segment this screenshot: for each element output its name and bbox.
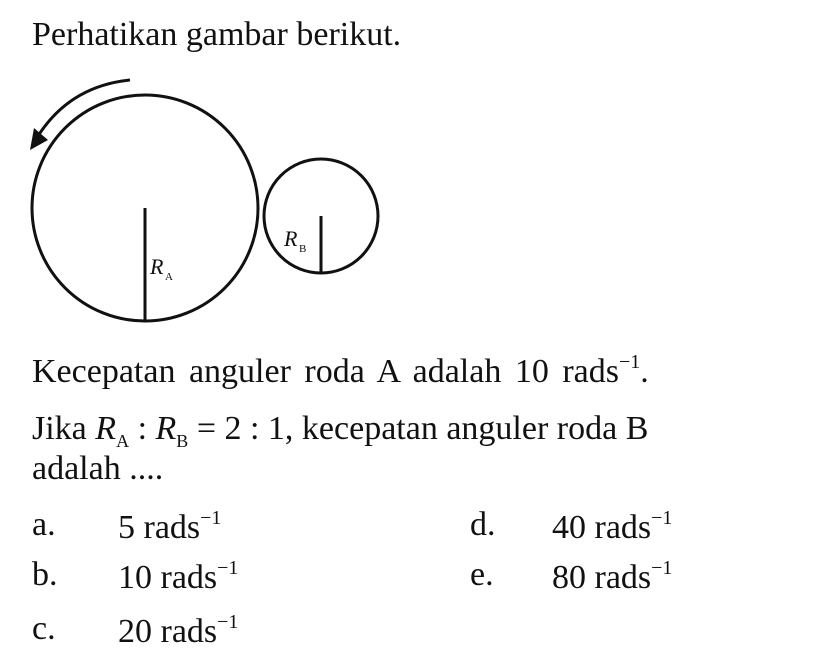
label-rb: R	[284, 226, 298, 251]
wheel-figure	[0, 60, 420, 340]
option-e-value	[552, 558, 672, 595]
option-c-value	[118, 612, 238, 649]
label-rb-sub: B	[299, 243, 307, 255]
rb-symbol: R	[155, 410, 177, 447]
option-c-sup: −1	[217, 611, 239, 633]
option-d-letter: d.	[470, 506, 496, 543]
ra-sub: A	[116, 431, 130, 451]
option-a-sup: −1	[200, 507, 222, 529]
option-c-text: 20 rads	[118, 613, 218, 650]
label-ra-sub: A	[165, 271, 173, 283]
option-d-value	[552, 508, 672, 545]
question-line-1	[32, 352, 649, 389]
question-line-3: adalah ....	[32, 450, 164, 487]
rotation-arrow	[38, 80, 130, 136]
intro-text: Perhatikan gambar berikut.	[32, 16, 402, 53]
question-line-1-sup: −1	[618, 351, 641, 373]
label-ra: R	[150, 254, 164, 279]
option-b-sup: −1	[217, 557, 239, 579]
option-d-sup: −1	[651, 507, 673, 529]
option-a-text: 5 rads	[118, 509, 201, 546]
jika-text: Jika	[32, 410, 96, 447]
option-b-text: 10 rads	[118, 559, 218, 596]
ratio-colon: :	[129, 410, 156, 447]
option-d-text: 40 rads	[552, 509, 652, 546]
option-b-letter: b.	[32, 556, 58, 593]
option-a-value	[118, 508, 221, 545]
option-c-letter: c.	[32, 610, 56, 647]
option-a-letter: a.	[32, 506, 56, 543]
wheels-diagram	[0, 60, 420, 340]
option-e-text: 80 rads	[552, 559, 652, 596]
ra-symbol: R	[95, 410, 117, 447]
option-e-sup: −1	[651, 557, 673, 579]
question-line-2	[32, 412, 648, 450]
question-line-1-text: Kecepatan anguler roda A adalah 10 rads	[32, 353, 619, 390]
option-e-letter: e.	[470, 556, 494, 593]
option-b-value	[118, 558, 238, 595]
question-line-2-rest: = 2 : 1, kecepatan anguler roda B	[188, 410, 649, 447]
question-line-1-end: .	[640, 353, 649, 390]
rb-sub: B	[176, 431, 189, 451]
rotation-arrowhead	[30, 128, 48, 150]
